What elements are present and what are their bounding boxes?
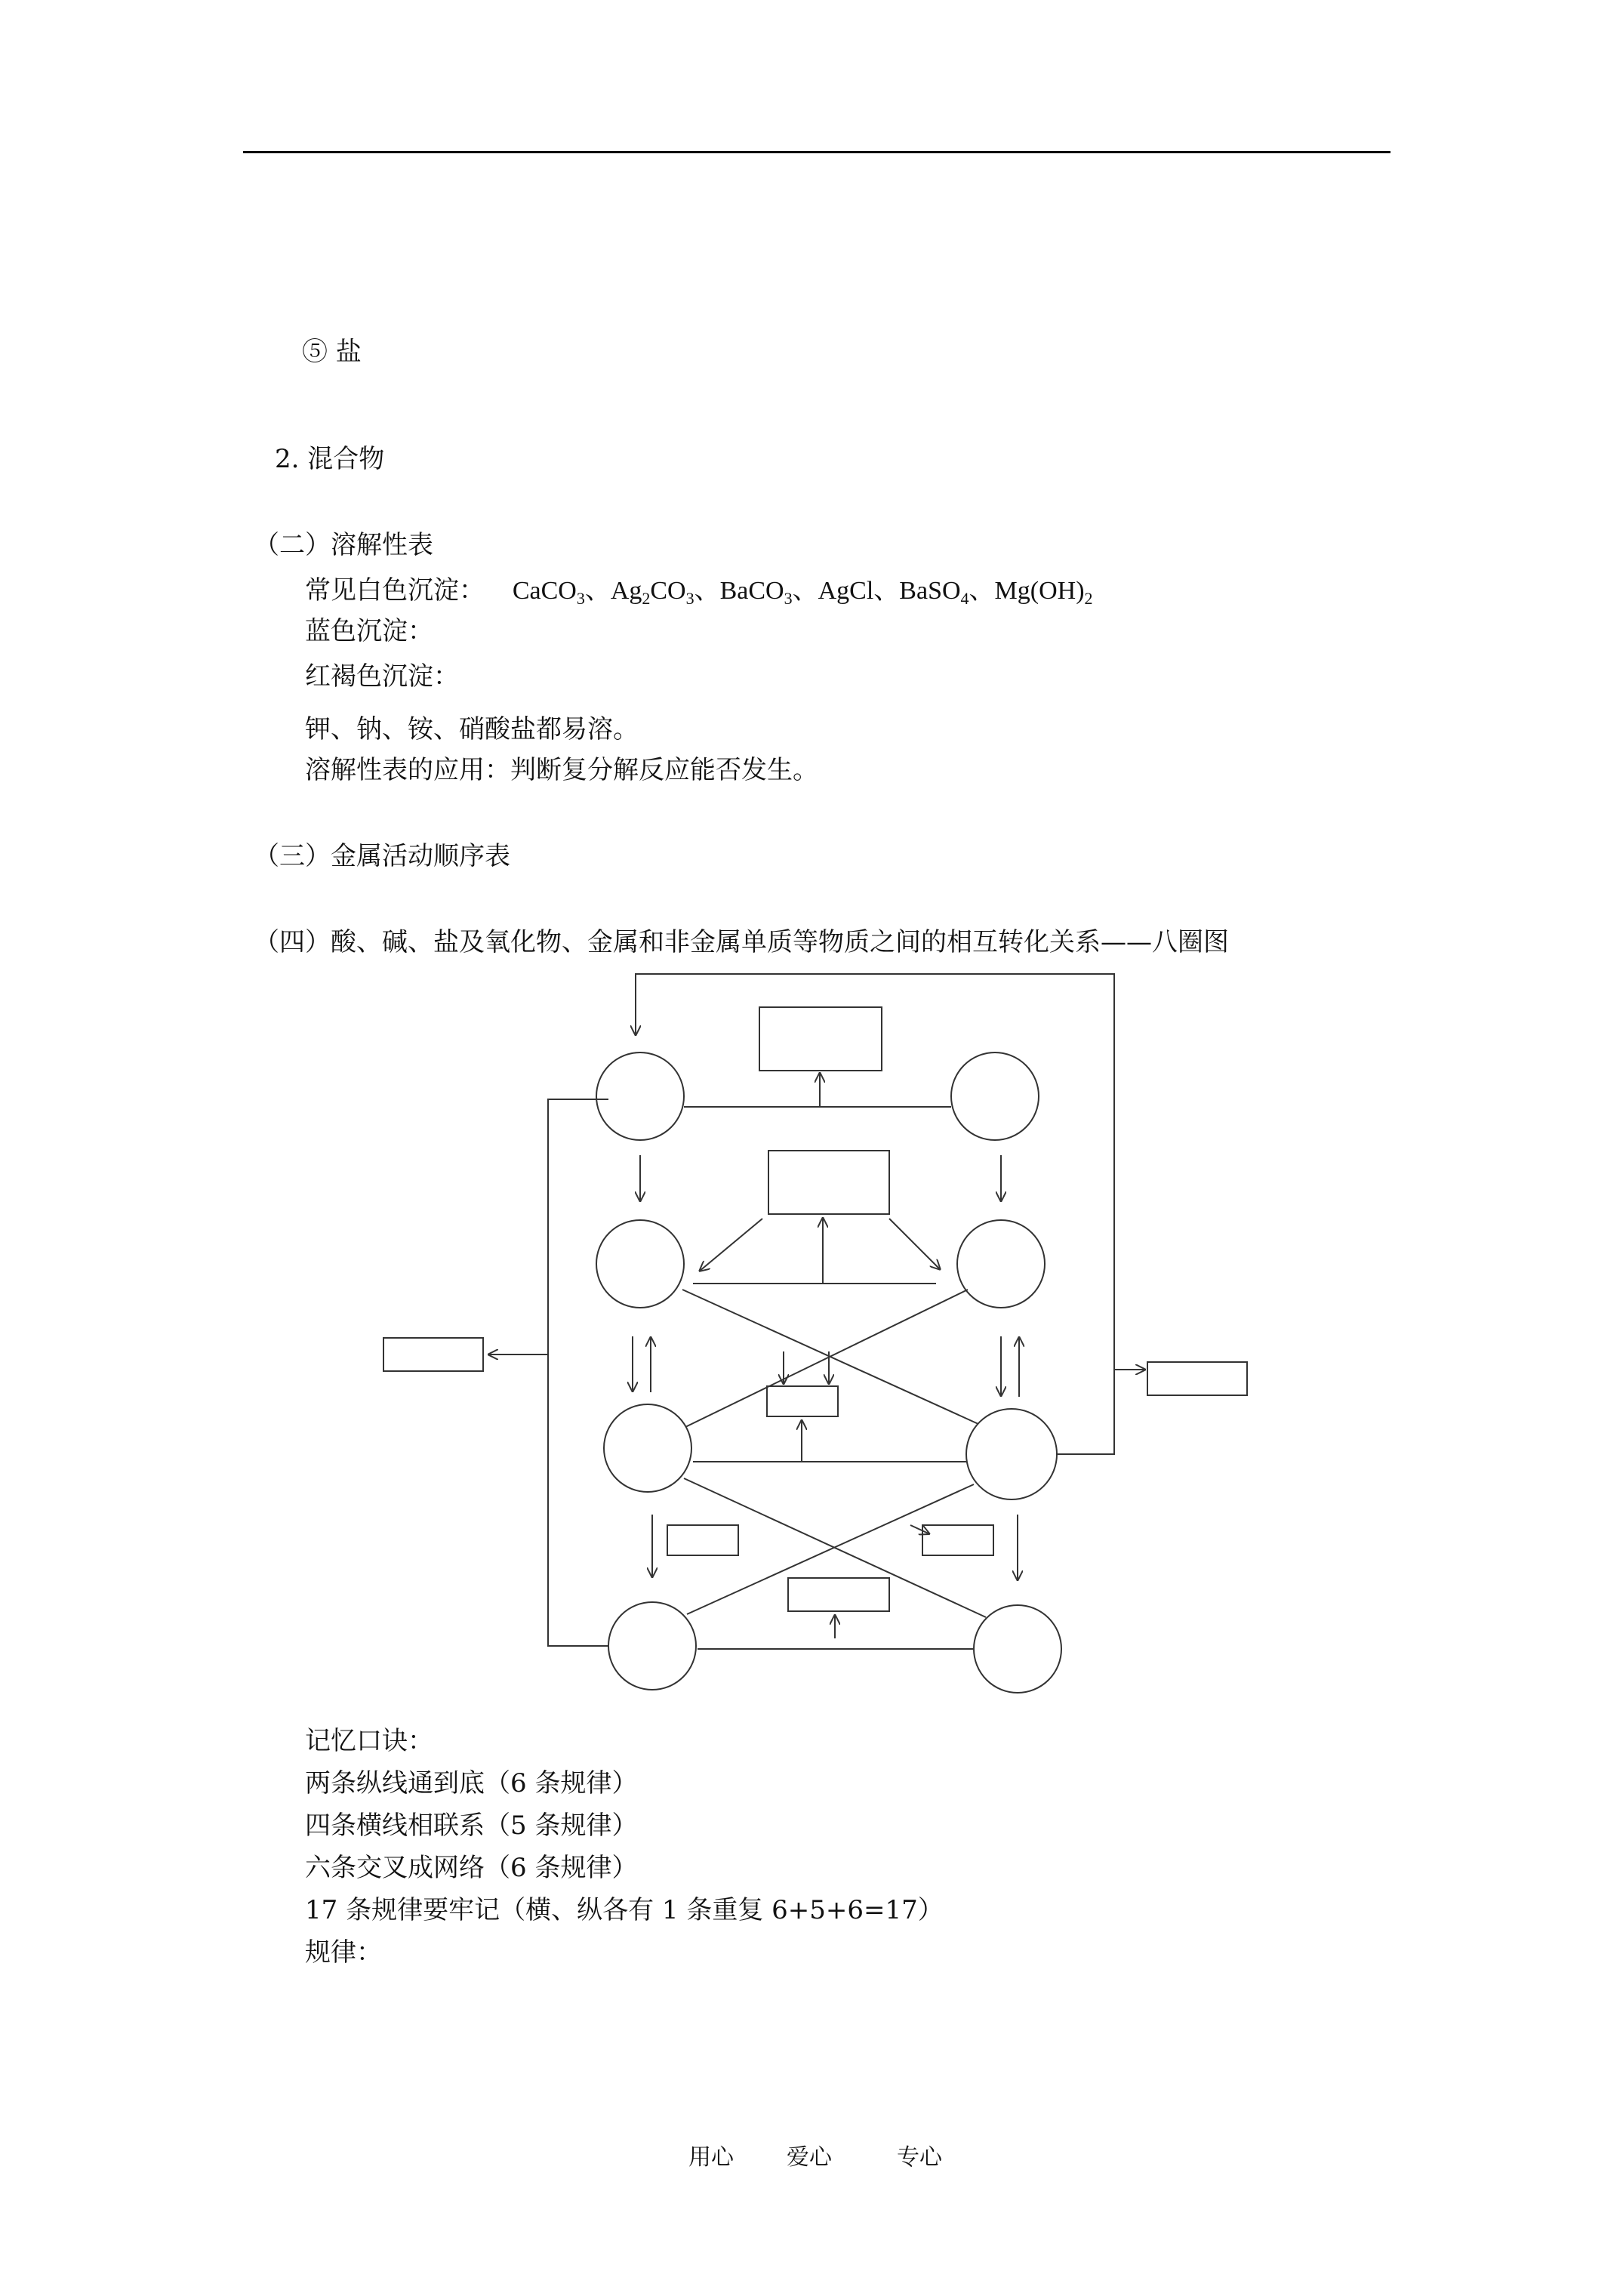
box-lower-right bbox=[922, 1525, 993, 1555]
rules-label: 规律： bbox=[305, 1937, 382, 1968]
circle-row3-right bbox=[966, 1409, 1057, 1499]
activity-series-heading: （三）金属活动顺序表 bbox=[254, 841, 510, 871]
white-ppt-formulas: CaCO$_3$、$Ag_2CO_3$、BaCO$_3$、AgCl、BaSO$_4$、$Mg(OH)_2$ bbox=[512, 577, 1093, 608]
box-center-small bbox=[767, 1386, 838, 1416]
box-top bbox=[759, 1007, 882, 1071]
footer-middle: 爱心 bbox=[787, 2144, 832, 2171]
footer-right: 专心 bbox=[897, 2144, 942, 2171]
circle-top-left bbox=[596, 1052, 684, 1140]
item-mixture: 2. 混合物 bbox=[275, 444, 385, 474]
circle-row3-left bbox=[604, 1404, 691, 1492]
circle-top-right bbox=[951, 1052, 1039, 1140]
box-right bbox=[1147, 1362, 1247, 1395]
outer-left-loop bbox=[548, 1099, 608, 1646]
circle-row2-right bbox=[957, 1220, 1045, 1308]
box-left bbox=[383, 1338, 483, 1371]
box-middle bbox=[768, 1151, 889, 1214]
soluble-rule: 钾、钠、铵、硝酸盐都易溶。 bbox=[305, 714, 639, 744]
arrow-lower-right-box bbox=[910, 1525, 930, 1534]
circle-row2-left bbox=[596, 1220, 684, 1308]
arrow-middle-box-left bbox=[699, 1219, 762, 1271]
solubility-application: 溶解性表的应用：判断复分解反应能否发生。 bbox=[305, 755, 818, 785]
eight-circle-heading: （四）酸、碱、盐及氧化物、金属和非金属单质等物质之间的相互转化关系——八圈图 bbox=[254, 927, 1229, 957]
arrow-middle-box-right bbox=[889, 1219, 941, 1270]
solubility-heading: （二）溶解性表 bbox=[254, 530, 433, 560]
box-bottom bbox=[788, 1578, 889, 1611]
mnemonic-line-3: 六条交叉成网络（6 条规律） bbox=[305, 1853, 638, 1883]
mnemonic-line-1: 两条纵线通到底（6 条规律） bbox=[305, 1768, 638, 1798]
white-ppt-label: 常见白色沉淀： bbox=[305, 575, 485, 606]
mnemonic-line-4: 17 条规律要牢记（横、纵各有 1 条重复 6+5+6=17） bbox=[305, 1895, 944, 1925]
redbrown-precipitates: 红褐色沉淀： bbox=[305, 661, 459, 692]
blue-precipitates: 蓝色沉淀： bbox=[305, 616, 433, 646]
circle-bottom-right bbox=[974, 1605, 1061, 1693]
circle-bottom-left bbox=[608, 1602, 696, 1690]
footer-left: 用心 bbox=[688, 2144, 734, 2171]
cross-lower-2 bbox=[687, 1484, 974, 1614]
item-salt: ⑤ 盐 bbox=[302, 337, 362, 367]
mnemonic-line-2: 四条横线相联系（5 条规律） bbox=[305, 1811, 638, 1841]
box-lower-left bbox=[667, 1525, 738, 1555]
mnemonic-title: 记忆口诀： bbox=[305, 1726, 433, 1756]
